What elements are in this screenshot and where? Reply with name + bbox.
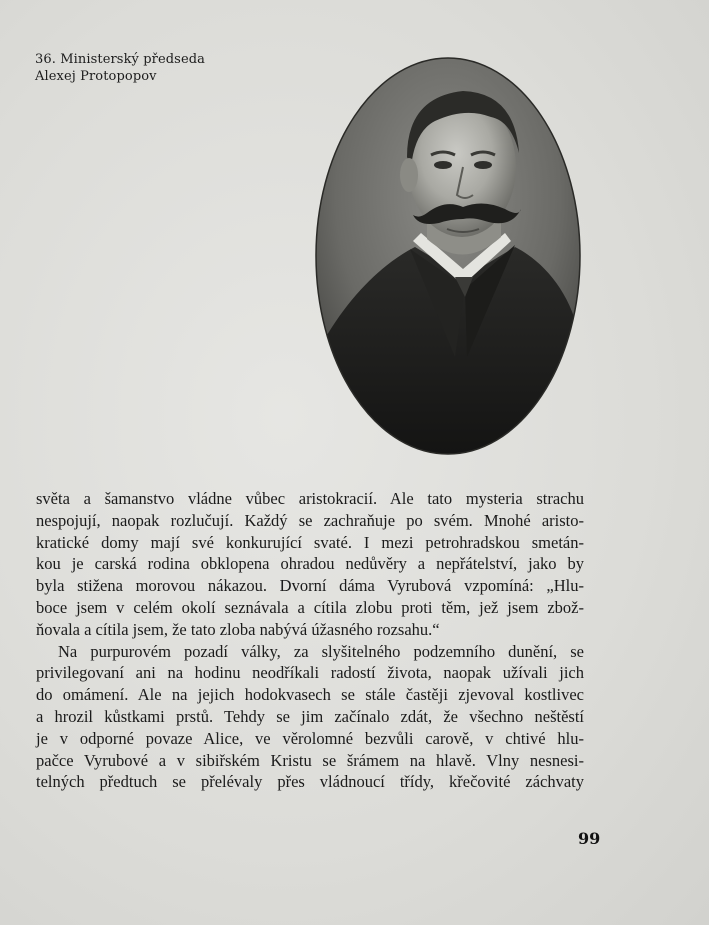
text-line: kou je carská rodina obklopena ohradou nedůvěry a nepřátelství, jako by — [36, 554, 584, 574]
text-line: pačce Vyrubové a v sibiřském Kristu se šrámem na hlavě. Vlny nesnesi- — [36, 750, 584, 770]
text-line: nespojují, naopak rozlučují. Každý se zachraňuje po svém. Mnohé aristo- — [36, 510, 584, 530]
text-line: do omámení. Ale na jejich hodokvasech se stále častěji zjevoval kostlivec — [36, 685, 584, 705]
text-line: ňovala a cítila jsem, že tato zloba nabývá úžasného rozsahu.“ — [36, 619, 440, 639]
figure-caption — [35, 51, 205, 85]
text-line: kratické domy mají své konkurující svaté. I mezi petrohradskou smetán- — [36, 532, 584, 552]
caption-line-2: Alexej Protopopov — [35, 69, 157, 84]
text-line: privilegovaní ani na hodinu neodříkali radostí života, naopak užívali jich — [36, 663, 584, 683]
body-text — [36, 488, 584, 793]
text-line: telných předtuch se přelévaly přes vládnoucí třídy, křečovité záchvaty — [36, 772, 584, 792]
paragraph — [36, 488, 584, 641]
text-line: světa a šamanstvo vládne vůbec aristokracií. Ale tato mysteria strachu — [36, 489, 584, 508]
text-line: a hrozil kůstkami prstů. Tehdy se jim začínalo zdát, že všechno neštěstí — [36, 706, 584, 726]
text-line: Na purpurovém pozadí války, za slyšitelného podzemního dunění, se — [58, 641, 584, 661]
caption-line-1: 36. Ministerský předseda — [35, 52, 206, 67]
portrait-photo — [315, 57, 581, 455]
text-line: je v odporné povaze Alice, ve věrolomné bezvůli carově, v chtivé hlu- — [36, 728, 584, 748]
paragraph — [36, 641, 584, 794]
page-number: 99 — [578, 829, 601, 848]
text-line: byla stižena morovou nákazou. Dvorní dáma Vyrubová vzpomíná: „Hlu- — [36, 576, 584, 596]
text-line: boce jsem v celém okolí seznávala a cítila zlobu proti těm, jež jsem zbož- — [36, 597, 584, 617]
